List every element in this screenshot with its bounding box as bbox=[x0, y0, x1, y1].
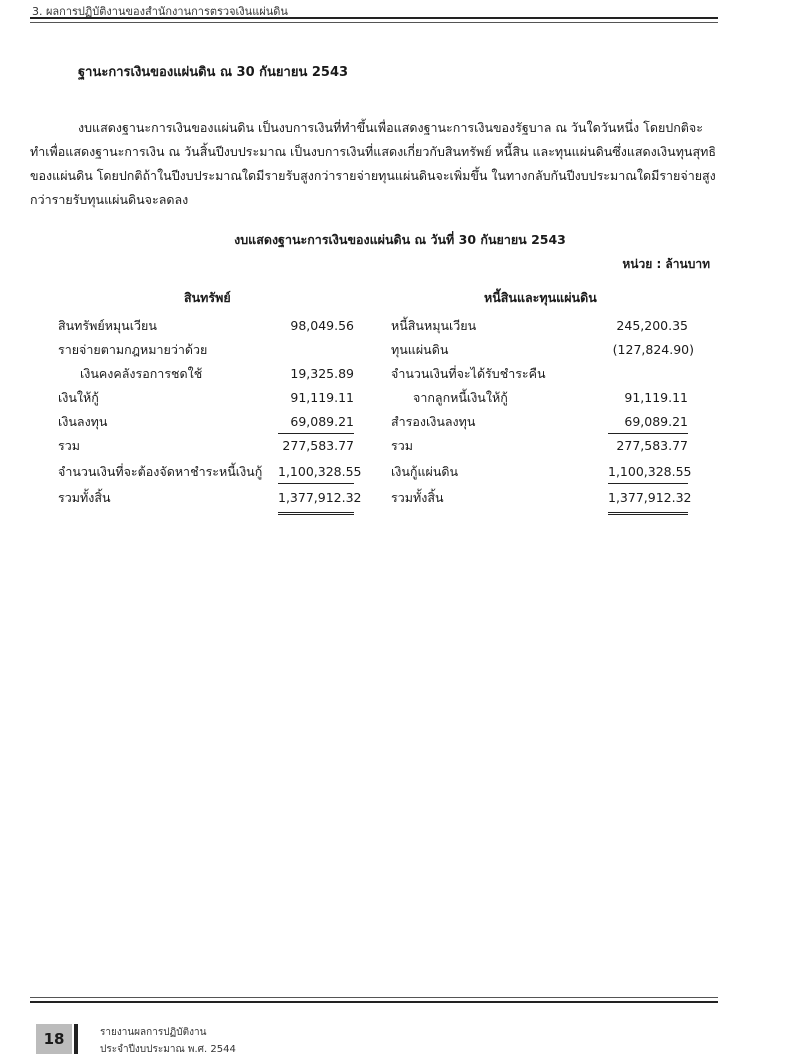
asset-label-total: รวมทั้งสิ้น bbox=[58, 490, 111, 505]
table-title: งบแสดงฐานะการเงินของแผ่นดิน ณ วันที่ 30 กันยายน 2543 bbox=[234, 232, 566, 247]
intro-text: งบแสดงฐานะการเงินของแผ่นดิน เป็นงบการเงินที่ทำขึ้นเพื่อแสดงฐานะการเงินของรัฐบาล ณ วันใดวันหนึ่ง โดยปกติจะทำเพื่อแสดงฐานะการเงิน ณ วันสิ้นปีงบประมาณ เป็นงบการเงินที่แสดงเกี่ยวกับสินทรัพย์ หนี้สิน และทุนแผ่นดินซึ่งแสดงเงินทุนสุทธิของแผ่นดิน โดยปกติถ้าในปีงบประมาณใดมีรายรับสูงกว่ารายจ่ายทุนแผ่นดินจะเพิ่มขึ้น ในทางกลับกันปีงบประมาณใดมีรายจ่ายสูงกว่ารายรับทุนแผ่นดินจะลดลง bbox=[30, 120, 716, 207]
asset-label-investments: เงินลงทุน bbox=[58, 414, 108, 429]
liability-label-current: หนี้สินหมุนเวียน bbox=[391, 318, 477, 333]
header-rule bbox=[30, 17, 718, 19]
asset-amount-current: 98,049.56 bbox=[290, 318, 354, 333]
footer-rule bbox=[30, 1001, 718, 1003]
liability-amount-investment-reserve: 69,089.21 bbox=[608, 410, 688, 434]
liability-amount-state-capital: (127,824.90) bbox=[612, 342, 694, 357]
asset-label-legal-expense: รายจ่ายตามกฎหมายว่าด้วย bbox=[58, 342, 208, 357]
liability-amount-subtotal: 277,583.77 bbox=[616, 438, 688, 453]
assets-heading: สินทรัพย์ bbox=[184, 290, 231, 305]
liability-label-state-loans: เงินกู้แผ่นดิน bbox=[391, 464, 459, 479]
liability-label-total: รวมทั้งสิ้น bbox=[391, 490, 444, 505]
asset-amount-investments: 69,089.21 bbox=[278, 410, 354, 434]
asset-amount-total: 1,377,912.32 bbox=[278, 486, 354, 515]
liability-label-investment-reserve: สำรองเงินลงทุน bbox=[391, 414, 476, 429]
footer-line-1: รายงานผลการปฏิบัติงาน bbox=[100, 1027, 207, 1038]
asset-amount-treasury: 19,325.89 bbox=[290, 366, 354, 381]
liability-amount-state-loans: 1,100,328.55 bbox=[608, 460, 688, 484]
liability-amount-current: 245,200.35 bbox=[616, 318, 688, 333]
section-title: ฐานะการเงินของแผ่นดิน ณ 30 กันยายน 2543 bbox=[78, 65, 349, 80]
asset-label-debt-funding: จำนวนเงินที่จะต้องจัดหาชำระหนี้เงินกู้ bbox=[58, 464, 263, 479]
asset-label-loans: เงินให้กู้ bbox=[58, 390, 99, 405]
asset-label-treasury: เงินคงคลังรอการชดใช้ bbox=[80, 366, 203, 381]
page-number: 18 bbox=[36, 1024, 72, 1054]
liability-label-loan-debtors: จากลูกหนี้เงินให้กู้ bbox=[413, 390, 508, 405]
page-number-bar bbox=[74, 1024, 78, 1054]
liability-label-subtotal: รวม bbox=[391, 438, 413, 453]
asset-amount-subtotal: 277,583.77 bbox=[282, 438, 354, 453]
asset-amount-debt-funding: 1,100,328.55 bbox=[278, 460, 354, 484]
footer-rule-thin bbox=[30, 997, 718, 998]
footer-line-2: ประจำปีงบประมาณ พ.ศ. 2544 bbox=[100, 1044, 236, 1055]
liability-label-receivable: จำนวนเงินที่จะได้รับชำระคืน bbox=[391, 366, 546, 381]
liability-amount-loan-debtors: 91,119.11 bbox=[624, 390, 688, 405]
liability-amount-total: 1,377,912.32 bbox=[608, 486, 688, 515]
liabilities-heading: หนี้สินและทุนแผ่นดิน bbox=[484, 290, 597, 305]
asset-label-current: สินทรัพย์หมุนเวียน bbox=[58, 318, 157, 333]
liability-label-state-capital: ทุนแผ่นดิน bbox=[391, 342, 449, 357]
header-rule-thin bbox=[30, 22, 718, 23]
running-header: 3. ผลการปฏิบัติงานของสำนักงานการตรวจเงินแผ่นดิน bbox=[32, 5, 288, 18]
intro-paragraph bbox=[30, 116, 718, 212]
asset-amount-loans: 91,119.11 bbox=[290, 390, 354, 405]
unit-label: หน่วย : ล้านบาท bbox=[622, 257, 710, 271]
asset-label-subtotal: รวม bbox=[58, 438, 80, 453]
